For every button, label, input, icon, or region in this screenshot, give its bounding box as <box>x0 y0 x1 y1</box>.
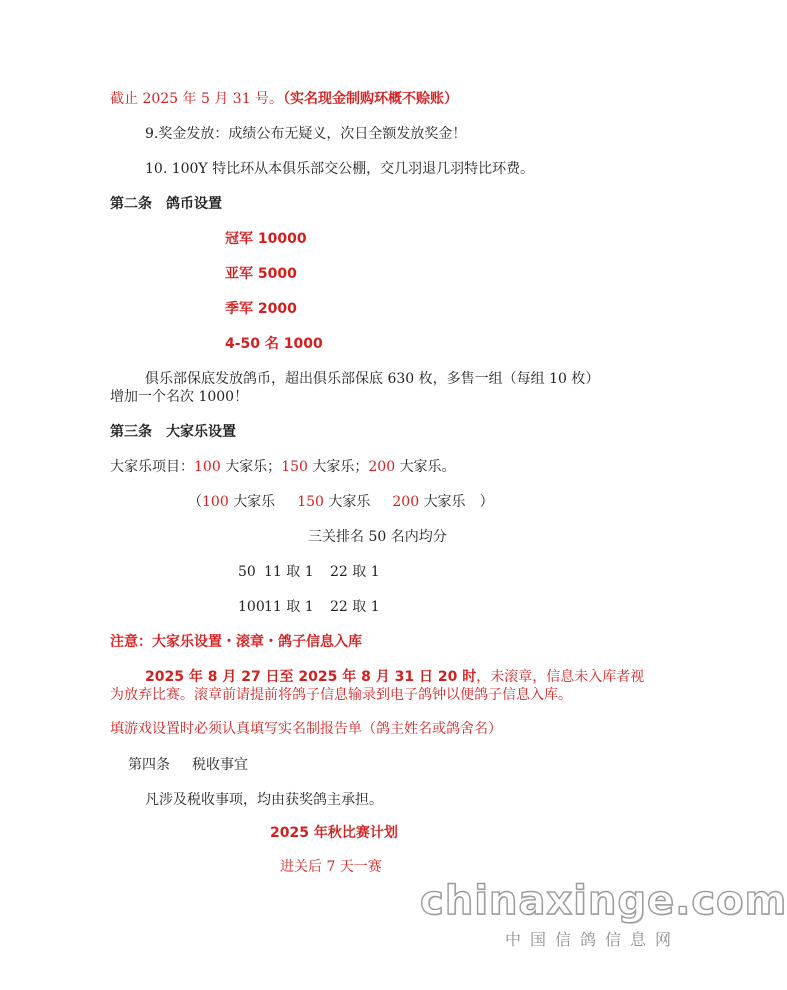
prize-amount: 1000 <box>283 336 323 352</box>
notice-line-3: 填游戏设置时必须认真填写实名制报告单（鸽主姓名或鸽舍名） <box>110 721 502 737</box>
jackpot-num: 200 <box>368 459 396 475</box>
plan-subtitle: 进关后 7 天一赛 <box>280 859 382 875</box>
paren-open: （ <box>188 494 202 510</box>
prize-rank: 季军 <box>225 301 253 317</box>
jackpot-row-amount: 100 <box>238 599 265 615</box>
notice-line-1-rest: ，未滚章，信息未入库者视 <box>476 669 645 685</box>
jackpot-row <box>238 598 380 616</box>
rank-note: 三关排名 50 名内均分 <box>308 529 447 545</box>
jackpot-row-ratio-22: 22 取 1 <box>330 564 380 580</box>
prize-amount: 5000 <box>257 266 297 282</box>
prize-row <box>225 335 323 353</box>
section-4-heading <box>128 756 248 774</box>
notice-line-2: 为放弃比赛。滚章前请提前将鸽子信息输录到电子鸽钟以便鸽子信息入库。 <box>110 687 572 703</box>
section-3-name: 大家乐设置 <box>166 424 236 440</box>
jackpot-row-ratio-22: 22 取 1 <box>330 599 380 615</box>
prize-rank: 亚军 <box>225 266 253 282</box>
prize-row <box>225 230 307 248</box>
paren-close: ） <box>479 494 494 510</box>
jackpot-label: 大家乐 <box>233 494 276 510</box>
jackpot-items-line <box>110 458 456 476</box>
notice-date: 2025 年 8 月 27 日至 2025 年 8 月 31 日 20 时 <box>145 669 477 685</box>
section-3-heading <box>110 423 236 441</box>
jackpot-label: 大家乐； <box>312 459 369 475</box>
plan-title: 2025 年秋比赛计划 <box>270 825 398 841</box>
section-2-heading <box>110 195 222 213</box>
jackpot-num: 100 <box>194 459 221 475</box>
jackpot-row-ratio-11: 11 取 1 <box>264 564 314 580</box>
jackpot-num: 150 <box>281 459 308 475</box>
jackpot-items-label: 大家乐项目： <box>110 459 194 475</box>
section-4-title: 第四条 <box>128 757 170 773</box>
item-9: 9.奖金发放：成绩公布无疑义，次日全额发放奖金！ <box>145 126 467 142</box>
jackpot-label: 大家乐； <box>225 459 282 475</box>
deadline-line <box>110 90 458 108</box>
prize-rank: 4-50 名 <box>225 336 279 352</box>
section-2-name: 鸽币设置 <box>166 196 222 212</box>
section-4-body: 凡涉及税收事项，均由获奖鸽主承担。 <box>145 792 383 808</box>
section-4-name: 税收事宜 <box>192 757 248 773</box>
prize-row <box>225 265 297 283</box>
watermark-cn: 中国信鸽信息网 <box>504 930 680 949</box>
watermark-domain: chinaxinge.com <box>420 878 787 924</box>
section-2-para-line-2: 增加一个名次 1000！ <box>110 389 249 405</box>
jackpot-num: 100 <box>202 494 229 510</box>
deadline-note: （实名现金制购环概不赊账） <box>283 91 459 107</box>
jackpot-label: 大家乐 <box>423 494 466 510</box>
jackpot-label: 大家乐。 <box>399 459 456 475</box>
section-3-title: 第三条 <box>110 424 152 440</box>
section-2-title: 第二条 <box>110 196 152 212</box>
deadline-text: 截止 2025 年 5 月 31 号。 <box>110 91 284 107</box>
section-2-para-line-1: 俱乐部保底发放鸽币，超出俱乐部保底 630 枚，多售一组（每组 10 枚） <box>145 371 600 387</box>
prize-amount: 2000 <box>257 301 297 317</box>
prize-amount: 10000 <box>257 231 307 247</box>
jackpot-row <box>238 563 380 581</box>
jackpot-paren-line <box>188 493 494 511</box>
jackpot-num: 200 <box>392 494 420 510</box>
prize-row <box>225 300 297 318</box>
jackpot-row-ratio-11: 11 取 1 <box>264 599 314 615</box>
jackpot-row-amount: 50 <box>238 564 256 580</box>
notice-line-1 <box>145 668 644 686</box>
jackpot-label: 大家乐 <box>328 494 371 510</box>
jackpot-num: 150 <box>297 494 324 510</box>
prize-rank: 冠军 <box>225 231 253 247</box>
notice-title: 注意：大家乐设置・滚章・鸽子信息入库 <box>110 634 362 650</box>
item-10: 10. 100Y 特比环从本俱乐部交公棚，交几羽退几羽特比环费。 <box>145 161 535 177</box>
